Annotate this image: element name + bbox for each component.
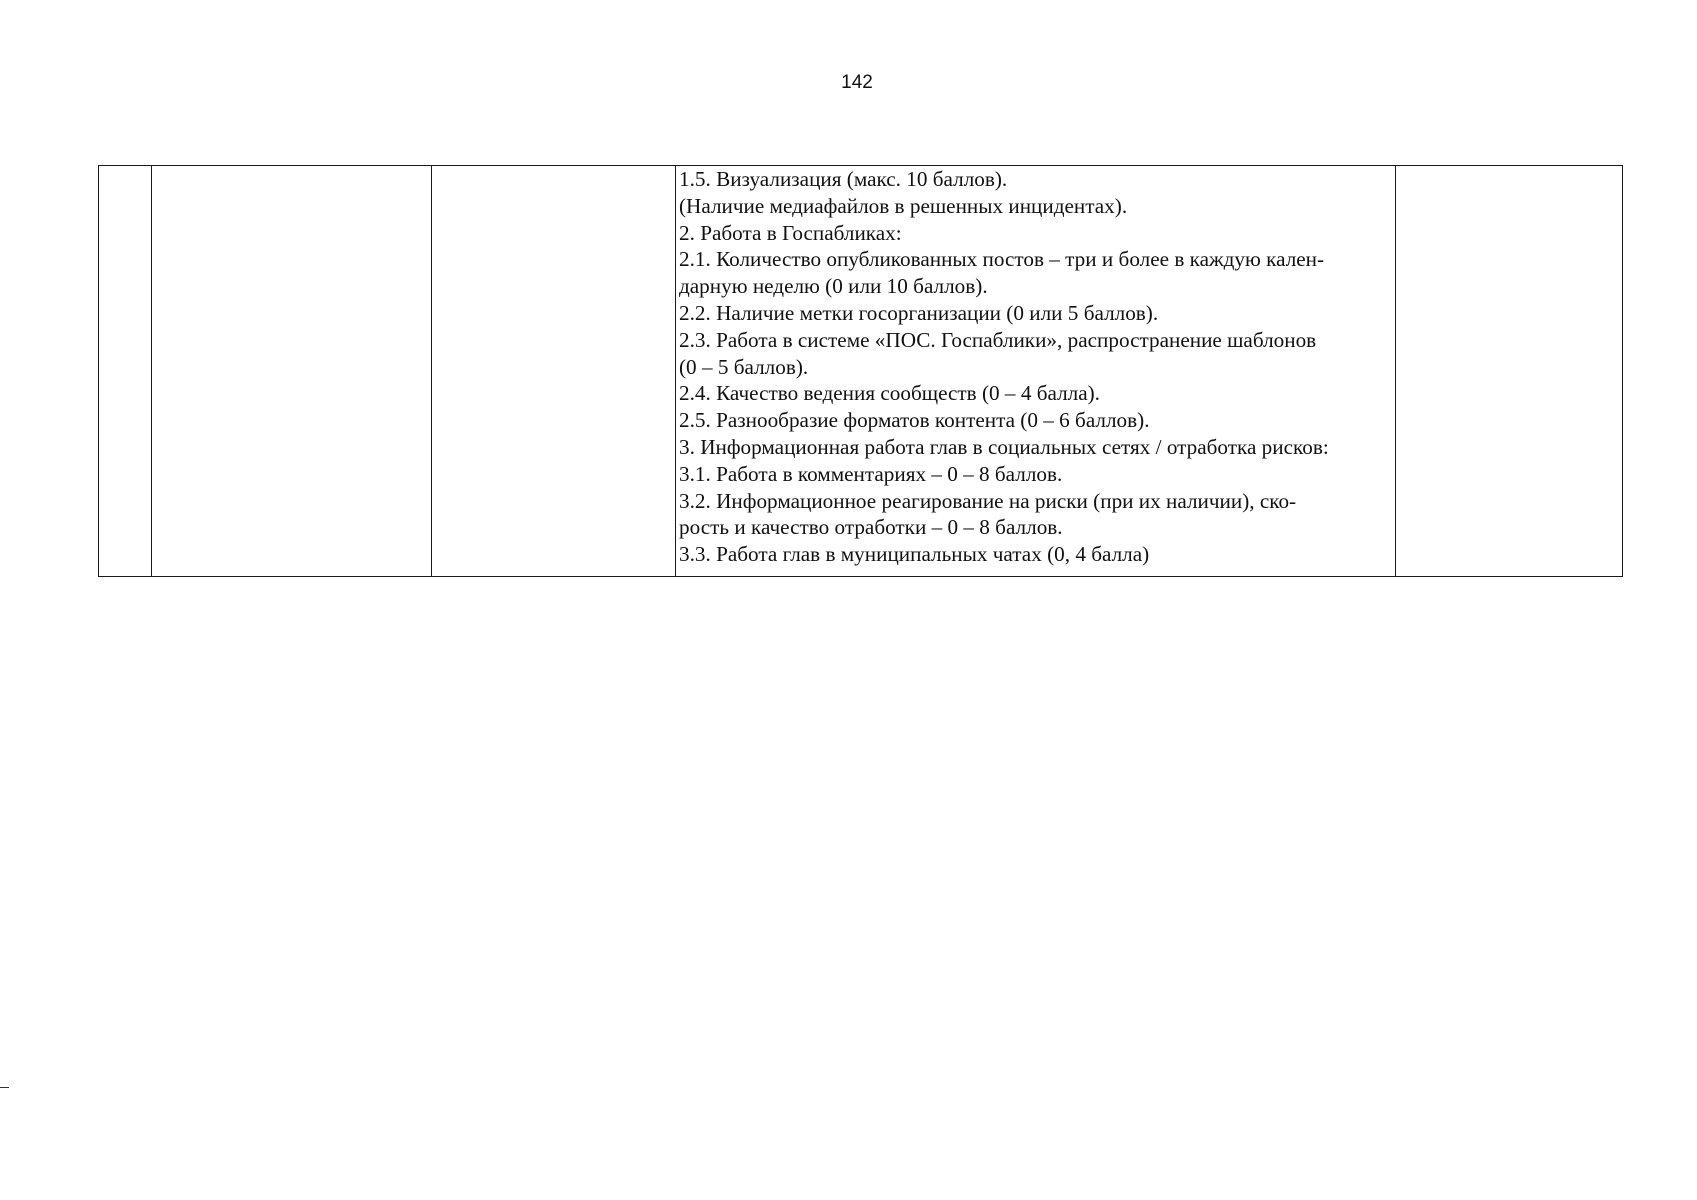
table-row: [99, 166, 1623, 577]
criteria-line: 2.4. Качество ведения сообществ (0 – 4 балла).: [679, 381, 1100, 406]
criteria-table: [98, 165, 1623, 577]
criteria-line: (Наличие медиафайлов в решенных инцидентах).: [679, 193, 1128, 218]
criteria-line: 3.2. Информационное реагирование на риски (при их наличии), ско-: [679, 488, 1297, 513]
criteria-line: 2.5. Разнообразие форматов контента (0 – 6 баллов).: [679, 408, 1150, 433]
table-cell-number: [99, 166, 152, 577]
table-cell-criteria: [676, 166, 1396, 577]
criteria-line: 3.3. Работа глав в муниципальных чатах (0, 4 балла): [679, 542, 1150, 567]
margin-mark: [0, 1087, 9, 1088]
criteria-line: 2.2. Наличие метки госорганизации (0 или 5 баллов).: [679, 300, 1159, 325]
table-cell-notes: [1396, 166, 1623, 577]
criteria-line: дарную неделю (0 или 10 баллов).: [679, 274, 988, 299]
page-number: 142: [841, 72, 873, 93]
table-cell-indicator: [432, 166, 676, 577]
criteria-line: 2. Работа в Госпабликах:: [679, 220, 902, 245]
criteria-line: 1.5. Визуализация (макс. 10 баллов).: [679, 167, 1008, 191]
criteria-line: рость и качество отработки – 0 – 8 баллов.: [679, 515, 1063, 540]
criteria-line: (0 – 5 баллов).: [679, 354, 809, 379]
criteria-line: 2.1. Количество опубликованных постов – три и более в каждую кален-: [679, 247, 1325, 272]
criteria-line: 3. Информационная работа глав в социальных сетях / отработка рисков:: [679, 434, 1329, 459]
criteria-line: 3.1. Работа в комментариях – 0 – 8 баллов.: [679, 461, 1063, 486]
table-cell-name: [152, 166, 432, 577]
criteria-line: 2.3. Работа в системе «ПОС. Госпаблики», распространение шаблонов: [679, 327, 1317, 352]
